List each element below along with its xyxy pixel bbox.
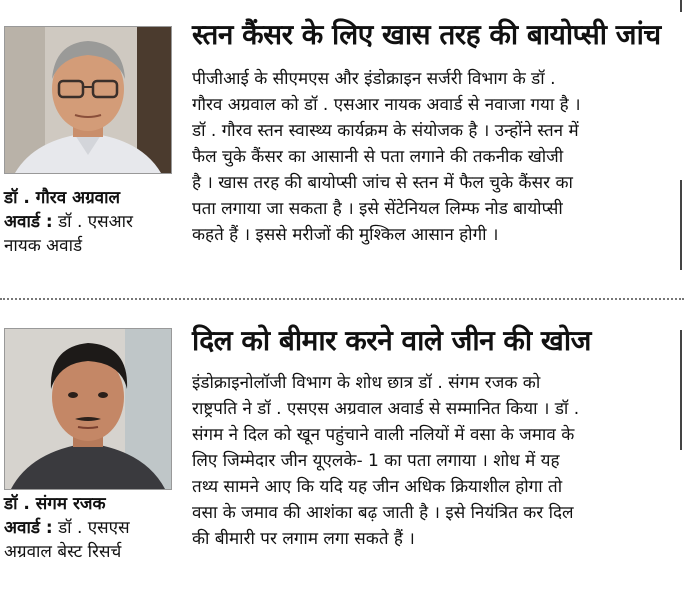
caption-award-label: अवार्ड : bbox=[4, 212, 53, 232]
caption-award-text: डॉ . एसआर bbox=[58, 212, 133, 232]
column-rule-mid bbox=[680, 180, 682, 270]
story-divider bbox=[0, 298, 684, 300]
body-line: संगम ने दिल को खून पहुंचाने वाली नलियों में वसा के जमाव के bbox=[192, 425, 575, 445]
article-body bbox=[192, 370, 670, 552]
caption-award-text-2: अग्रवाल बेस्ट रिसर्च bbox=[4, 542, 122, 562]
caption-name: डॉ . गौरव अग्रवाल bbox=[4, 188, 121, 208]
article-body bbox=[192, 66, 670, 248]
body-line: की बीमारी पर लगाम लगा सकते हैं । bbox=[192, 529, 415, 549]
photo-caption bbox=[4, 492, 180, 564]
body-line: गौरव अग्रवाल को डॉ . एसआर नायक अवार्ड से नवाजा गया है । bbox=[192, 95, 581, 115]
body-line: पता लगाया जा सकता है । इसे सेंटेनियल लिम्फ नोड बायोप्सी bbox=[192, 199, 563, 219]
body-line: फैल चुके कैंसर का आसानी से पता लगाने की तकनीक खोजी bbox=[192, 147, 564, 167]
body-line: पीजीआई के सीएमएस और इंडोक्राइन सर्जरी विभाग के डॉ . bbox=[192, 69, 556, 89]
man-portrait-illustration bbox=[5, 329, 171, 489]
news-item-heart-disease-gene bbox=[0, 308, 684, 596]
caption-award bbox=[4, 210, 180, 234]
caption-award bbox=[4, 516, 180, 540]
column-rule-lower bbox=[680, 330, 682, 450]
portrait-photo-gaurav-agarwal bbox=[4, 26, 172, 174]
body-line: कहते हैं । इससे मरीजों की मुश्किल आसान होगी । bbox=[192, 225, 499, 245]
caption-name: डॉ . संगम रजक bbox=[4, 494, 106, 514]
body-line: इंडोक्राइनोलॉजी विभाग के शोध छात्र डॉ . संगम रजक को bbox=[192, 373, 541, 393]
caption-award-text-2: नायक अवार्ड bbox=[4, 236, 83, 256]
portrait-photo-sangam-rajak bbox=[4, 328, 172, 490]
man-portrait-illustration bbox=[5, 27, 171, 173]
body-line: तथ्य सामने आए कि यदि यह जीन अधिक क्रियाशील होगा तो bbox=[192, 477, 563, 497]
column-rule-top bbox=[680, 0, 682, 12]
caption-award-label: अवार्ड : bbox=[4, 518, 53, 538]
body-line: राष्ट्रपति ने डॉ . एसएस अग्रवाल अवार्ड से सम्मानित किया । डॉ . bbox=[192, 399, 580, 419]
news-item-breast-cancer-biopsy bbox=[0, 0, 684, 292]
headline: दिल को बीमार करने वाले जीन की खोज bbox=[192, 324, 591, 357]
body-line: डॉ . गौरव स्तन स्वास्थ्य कार्यक्रम के संयोजक है । उन्होंने स्तन में bbox=[192, 121, 579, 141]
body-line: है । खास तरह की बायोप्सी जांच से स्तन में फैल चुके कैंसर का bbox=[192, 173, 573, 193]
caption-award-text: डॉ . एसएस bbox=[58, 518, 130, 538]
body-line: वसा के जमाव की आशंका बढ़ जाती है । इसे नियंत्रित कर दिल bbox=[192, 503, 574, 523]
photo-caption bbox=[4, 186, 180, 258]
headline: स्तन कैंसर के लिए खास तरह की बायोप्सी जांच bbox=[192, 18, 661, 51]
body-line: लिए जिम्मेदार जीन यूएलके- 1 का पता लगाया । शोध में यह bbox=[192, 451, 560, 471]
